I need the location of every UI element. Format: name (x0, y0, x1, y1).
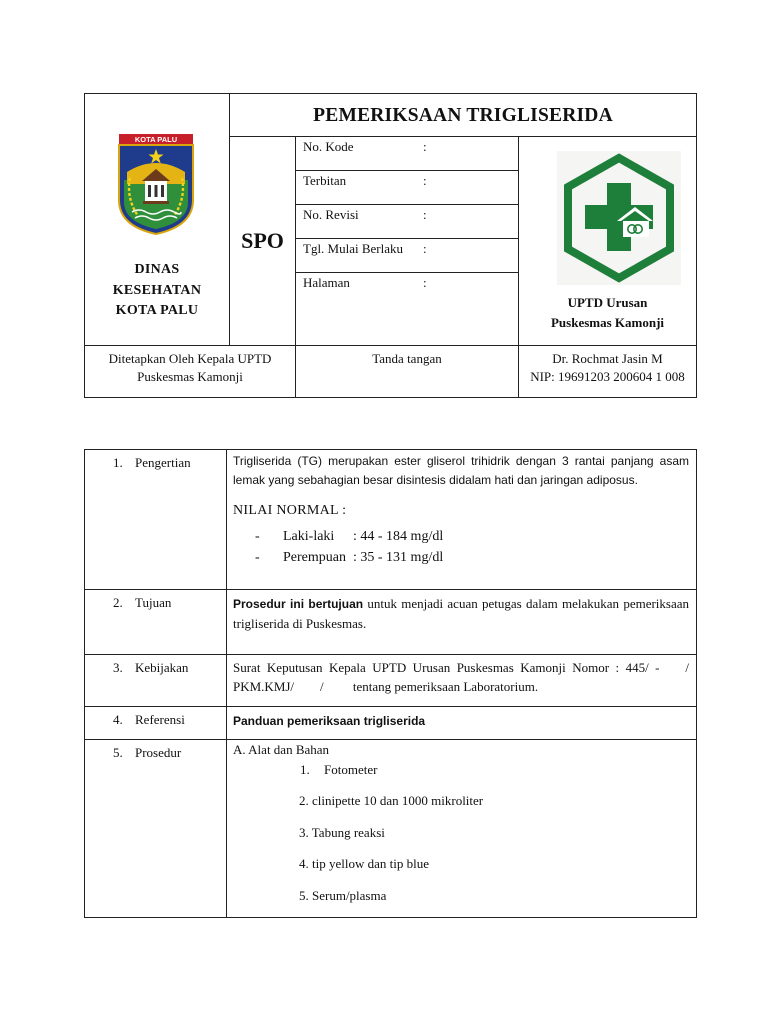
section-label: Prosedur (135, 745, 182, 760)
bullet-dash: - (255, 529, 260, 544)
dinas-kesehatan-label (85, 260, 229, 322)
range-label: Laki-laki (283, 529, 335, 544)
ditetapkan-line-2: Puskesmas Kamonji (137, 369, 243, 384)
list-item (299, 854, 689, 886)
meta-row-halaman (296, 273, 518, 307)
referensi-text: Panduan pemeriksaan trigliserida (233, 714, 426, 728)
meta-colon: : (423, 275, 427, 290)
logo-banner-text: KOTA PALU (134, 135, 178, 144)
section-number: 5. (113, 745, 123, 760)
dinas-line-3: KOTA PALU (115, 303, 199, 318)
section-label-cell (85, 655, 227, 707)
section-body-prosedur (227, 740, 697, 918)
kota-palu-logo (117, 132, 195, 236)
tujuan-text: untuk menjadi acuan petugas dalam melakukan pemeriksaan trigliserida di Puskesmas. (233, 596, 690, 631)
section-label-cell (85, 450, 227, 590)
signer-name: Dr. Rochmat Jasin M (552, 351, 663, 366)
section-body-tujuan (227, 590, 697, 655)
item-text: 5. Serum/plasma (299, 887, 387, 903)
section-number: 1. (113, 455, 123, 470)
ditetapkan-cell (85, 346, 296, 398)
list-item (299, 760, 689, 791)
section-label-cell (85, 590, 227, 655)
prosedur-heading: A. Alat dan Bahan (233, 742, 330, 757)
range-value: : 44 - 184 mg/dl (353, 529, 444, 544)
nilai-normal-title: NILAI NORMAL : (233, 503, 347, 518)
list-item (299, 886, 689, 918)
tujuan-bold-lead: Prosedur ini bertujuan (233, 597, 364, 611)
spo-content-table (84, 449, 697, 918)
section-label: Referensi (135, 712, 185, 727)
range-value: : 35 - 131 mg/dl (353, 550, 444, 565)
section-number: 3. (113, 660, 123, 675)
meta-colon: : (423, 207, 427, 222)
meta-label: Terbitan (303, 173, 347, 188)
document-title-cell (230, 94, 697, 137)
meta-label: No. Revisi (303, 207, 359, 222)
meta-row-kode (296, 137, 518, 171)
section-label-cell (85, 707, 227, 740)
item-number: 1. (300, 762, 310, 777)
dinas-line-1: DINAS (134, 262, 180, 277)
document-title: PEMERIKSAAN TRIGLISERIDA (313, 104, 613, 126)
dinas-line-2: KESEHATAN (112, 282, 202, 298)
table-row (85, 590, 697, 655)
section-label-cell (85, 740, 227, 918)
section-label: Tujuan (135, 595, 172, 610)
meta-label: Halaman (303, 275, 350, 290)
section-label: Pengertian (135, 455, 191, 470)
puskesmas-line-2: Puskesmas Kamonji (550, 315, 665, 330)
item-text: 2. clinipette 10 dan 1000 mikroliter (299, 793, 484, 808)
item-text: Fotometer (324, 762, 378, 777)
puskesmas-logo (557, 151, 681, 285)
meta-label: Tgl. Mulai Berlaku (303, 241, 404, 256)
kebijakan-text: Surat Keputusan Kepala UPTD Urusan Puskesmas Kamonji Nomor : 445/ - / PKM.KMJ/ / tentang pemeriksaan Laboratorium. (233, 660, 693, 694)
table-row (85, 707, 697, 740)
section-number: 2. (113, 595, 123, 610)
list-item (299, 823, 689, 855)
table-row (85, 655, 697, 707)
meta-colon: : (423, 139, 427, 154)
pengertian-text: Trigliserida (TG) merupakan ester gliserol trihidrik dengan 3 rantai panjang asam lemak yang sebahagian besar disintesis didalam hati dan jaringan adiposus. (233, 454, 689, 487)
section-number: 4. (113, 712, 123, 727)
meta-row-tgl-berlaku (296, 239, 518, 273)
spo-label: SPO (241, 228, 284, 253)
list-item (299, 791, 689, 823)
meta-colon: : (423, 241, 427, 256)
signer-nip: NIP: 19691203 200604 1 008 (530, 369, 685, 384)
tanda-tangan-cell (296, 346, 519, 398)
item-text: 3. Tabung reaksi (299, 824, 385, 840)
signer-cell (519, 346, 697, 398)
meta-row-terbitan (296, 171, 518, 205)
document-meta-cell (296, 137, 519, 346)
table-row (85, 450, 697, 590)
puskesmas-name (519, 293, 696, 333)
list-item (255, 526, 689, 547)
section-body-kebijakan (227, 655, 697, 707)
dinas-logo-cell (85, 94, 230, 346)
alat-bahan-list (233, 760, 689, 917)
section-body-pengertian (227, 450, 697, 590)
item-text: 4. tip yellow dan tip blue (299, 856, 429, 872)
section-body-referensi (227, 707, 697, 740)
range-label: Perempuan (283, 550, 346, 565)
puskesmas-logo-cell (519, 137, 697, 346)
spo-header-table (84, 93, 697, 398)
table-row (85, 740, 697, 918)
section-label: Kebijakan (135, 660, 189, 675)
meta-colon: : (423, 173, 427, 188)
ditetapkan-line-1: Ditetapkan Oleh Kepala UPTD (108, 351, 272, 366)
meta-label: No. Kode (303, 139, 354, 154)
list-item (255, 547, 689, 568)
bullet-dash: - (255, 550, 260, 565)
puskesmas-line-1: UPTD Urusan (567, 295, 648, 310)
tanda-tangan-label: Tanda tangan (372, 351, 442, 366)
meta-row-revisi (296, 205, 518, 239)
spo-cell (230, 137, 296, 346)
nilai-normal-list (233, 526, 689, 568)
